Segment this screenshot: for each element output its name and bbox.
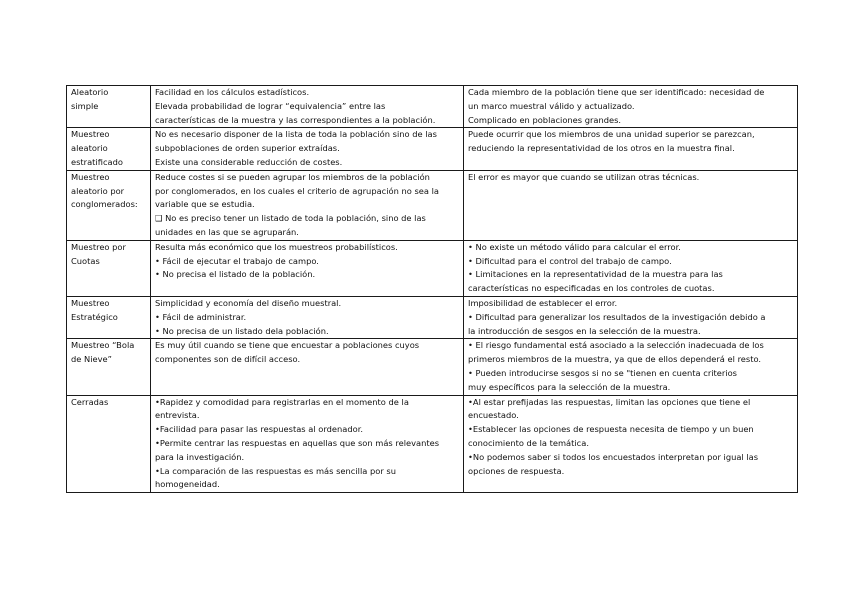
cell-text-line: Existe una considerable reducción de costes. (155, 156, 343, 167)
cell-text-line: Cuotas (71, 255, 100, 266)
cell-text-line: • Limitaciones en la representatividad de la muestra para las (468, 269, 723, 280)
cell-text-line: • No precisa de un listado dela población. (155, 325, 329, 336)
cell-text-line: subpoblaciones de orden superior extraídas. (155, 143, 340, 154)
cell-text-line: Muestreo (71, 171, 110, 182)
cell-text-line: características no especificadas en los controles de cuotas. (468, 283, 715, 294)
disadvantages-cell (464, 170, 798, 240)
cell-text-line: • El riesgo fundamental está asociado a la selección inadecuada de los (468, 340, 764, 351)
cell-text-line: características de la muestra y las correspondientes a la población. (155, 114, 436, 125)
method-name-cell (67, 339, 151, 395)
cell-text-line: • No precisa el listado de la población. (155, 269, 316, 280)
cell-text-line: Facilidad en los cálculos estadísticos. (155, 87, 310, 97)
cell-text-line: •Facilidad para pasar las respuestas al ordenador. (155, 424, 363, 435)
cell-text-line: Aleatorio (71, 87, 109, 97)
cell-text-line: Muestreo (71, 129, 110, 140)
cell-text-line: la introducción de sesgos en la selección de la muestra. (468, 325, 701, 336)
cell-text-line: •Establecer las opciones de respuesta necesita de tiempo y un buen (468, 424, 754, 435)
cell-text-line: Complicado en poblaciones grandes. (468, 114, 622, 125)
cell-text-line: Simplicidad y economía del diseño muestral. (155, 297, 342, 308)
cell-text-line: primeros miembros de la muestra, ya que de ellos dependerá el resto. (468, 354, 762, 365)
cell-text-line: por conglomerados, en los cuales el criterio de agrupación no sea la (155, 185, 440, 196)
cell-text-line: Muestreo por (71, 241, 126, 252)
cell-text-line: homogeneidad. (155, 479, 220, 490)
cell-text-line: Muestreo (71, 297, 110, 308)
advantages-cell (151, 395, 464, 493)
table-row (67, 128, 798, 170)
table-row (67, 170, 798, 240)
cell-text-line: conglomerados: (71, 199, 138, 210)
cell-text-line: aleatorio (71, 143, 108, 154)
disadvantages-cell (464, 240, 798, 296)
cell-text-line: Imposibilidad de establecer el error. (468, 297, 618, 308)
table-row (67, 240, 798, 296)
cell-text-line: ❑ No es preciso tener un listado de toda la población, sino de las (155, 213, 426, 224)
disadvantages-cell (464, 339, 798, 395)
method-name-cell (67, 296, 151, 338)
cell-text-line: para la investigación. (155, 451, 245, 462)
cell-text-line: Cada miembro de la población tiene que ser identificado: necesidad de (468, 87, 765, 97)
cell-text-line: •Permite centrar las respuestas en aquellas que son más relevantes (155, 437, 440, 448)
table-row (67, 339, 798, 395)
table-row (67, 395, 798, 493)
cell-text-line: •Rapidez y comodidad para registrarlas en el momento de la (155, 396, 409, 407)
cell-text-line: Muestreo “Bola (71, 340, 135, 351)
disadvantages-cell (464, 395, 798, 493)
cell-text-line: • Dificultad para generalizar los resultados de la investigación debido a (468, 311, 766, 322)
cell-text-line: El error es mayor que cuando se utilizan otras técnicas. (468, 171, 700, 182)
cell-text-line: simple (71, 100, 99, 111)
table-row (67, 296, 798, 338)
disadvantages-cell (464, 86, 798, 128)
cell-text-line: • Fácil de ejecutar el trabajo de campo. (155, 255, 319, 266)
cell-text-line: de Nieve” (71, 354, 112, 365)
cell-text-line: Cerradas (71, 396, 109, 407)
advantages-cell (151, 339, 464, 395)
advantages-cell (151, 128, 464, 170)
advantages-cell (151, 86, 464, 128)
cell-text-line: • Pueden introducirse sesgos si no se "tienen en cuenta criterios (468, 367, 738, 378)
method-name-cell (67, 170, 151, 240)
cell-text-line: entrevista. (155, 410, 200, 421)
cell-text-line: Elevada probabilidad de lograr “equivalencia” entre las (155, 100, 386, 111)
method-name-cell (67, 395, 151, 493)
cell-text-line: •Al estar prefijadas las respuestas, limitan las opciones que tiene el (468, 396, 751, 407)
sampling-methods-table (66, 85, 798, 493)
cell-text-line: Es muy útil cuando se tiene que encuestar a poblaciones cuyos (155, 340, 420, 351)
method-name-cell (67, 240, 151, 296)
cell-text-line: Estratégico (71, 311, 118, 322)
cell-text-line: Resulta más económico que los muestreos probabilísticos. (155, 241, 398, 252)
disadvantages-cell (464, 296, 798, 338)
disadvantages-cell (464, 128, 798, 170)
cell-text-line: Reduce costes si se pueden agrupar los miembros de la población (155, 171, 430, 182)
advantages-cell (151, 296, 464, 338)
cell-text-line: estratificado (71, 156, 123, 167)
cell-text-line: No es necesario disponer de la lista de toda la población sino de las (155, 129, 437, 140)
method-name-cell (67, 128, 151, 170)
cell-text-line: variable que se estudia. (155, 199, 255, 210)
cell-text-line: encuestado. (468, 410, 519, 421)
cell-text-line: Puede ocurrir que los miembros de una unidad superior se parezcan, (468, 129, 755, 140)
cell-text-line: • No existe un método válido para calcular el error. (468, 241, 681, 252)
cell-text-line: •La comparación de las respuestas es más sencilla por su (155, 465, 396, 476)
cell-text-line: • Dificultad para el control del trabajo de campo. (468, 255, 672, 266)
cell-text-line: componentes son de difícil acceso. (155, 354, 301, 365)
table-row (67, 86, 798, 128)
cell-text-line: • Fácil de administrar. (155, 311, 247, 322)
cell-text-line: reduciendo la representatividad de los otros en la muestra final. (468, 143, 735, 154)
table-body (67, 86, 798, 493)
cell-text-line: •No podemos saber si todos los encuestados interpretan por igual las (468, 451, 759, 462)
cell-text-line: unidades en las que se agruparán. (155, 226, 299, 237)
cell-text-line: opciones de respuesta. (468, 465, 565, 476)
cell-text-line: aleatorio por (71, 185, 125, 196)
method-name-cell (67, 86, 151, 128)
cell-text-line: muy específicos para la selección de la muestra. (468, 381, 671, 392)
cell-text-line: un marco muestral válido y actualizado. (468, 100, 635, 111)
advantages-cell (151, 170, 464, 240)
advantages-cell (151, 240, 464, 296)
cell-text-line: conocimiento de la temática. (468, 437, 589, 448)
